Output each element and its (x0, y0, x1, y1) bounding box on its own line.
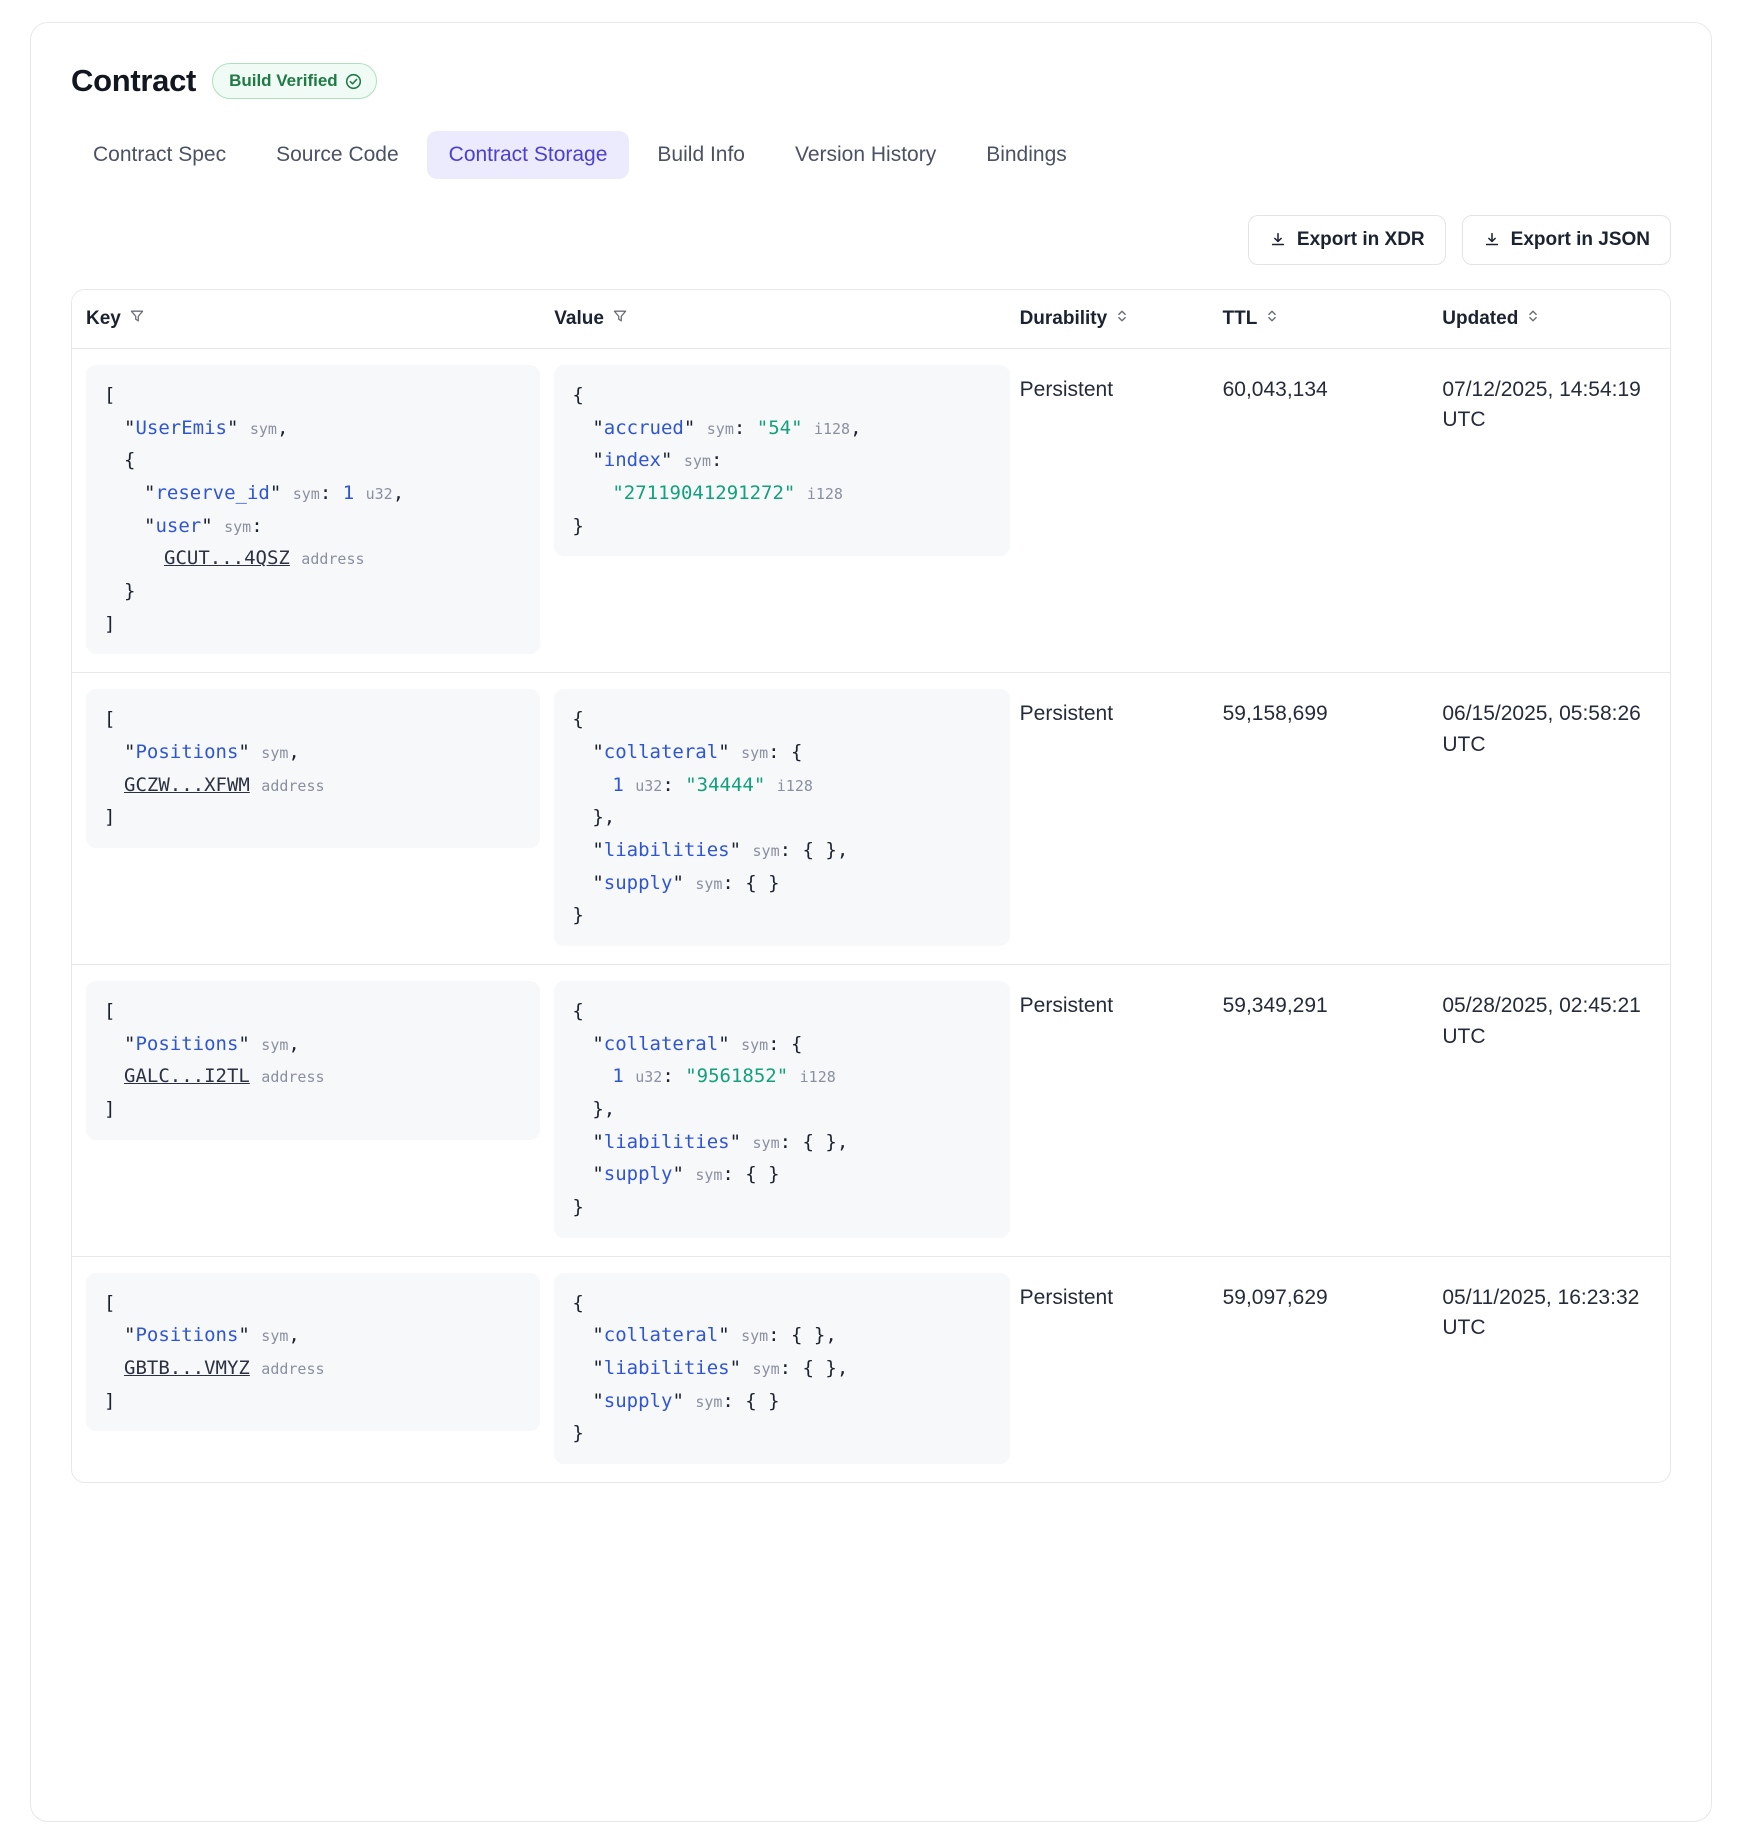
code-token-punc: " (592, 1357, 604, 1380)
code-line (104, 1385, 522, 1418)
address-link[interactable]: GBTB...VMYZ (124, 1357, 250, 1380)
code-token-str: "27119041291272" (612, 482, 796, 505)
code-line (572, 834, 991, 867)
code-line (572, 1191, 991, 1224)
code-token-type: i128 (806, 485, 843, 504)
cell-updated: 06/15/2025, 05:58:26 UTC (1442, 702, 1641, 756)
column-header-value-label: Value (554, 308, 604, 329)
code-token-punc: : (251, 514, 263, 537)
export-xdr-button[interactable] (1248, 215, 1446, 265)
code-token-punc (795, 482, 806, 504)
code-line (104, 736, 522, 769)
code-token-type: address (261, 1068, 325, 1087)
code-token-type: address (261, 776, 325, 795)
code-token-punc: " (718, 1032, 742, 1055)
code-token-type: sym (695, 1166, 723, 1185)
code-token-punc: : { } (722, 1389, 780, 1412)
code-token-punc: " (124, 741, 136, 764)
column-header-durability-label: Durability (1019, 308, 1108, 329)
code-token-type: sym (752, 1360, 780, 1379)
code-line (572, 899, 991, 932)
sort-icon[interactable] (1526, 308, 1540, 330)
code-token-punc: " (124, 1324, 136, 1347)
code-token-punc: : (733, 416, 757, 439)
cell-ttl: 59,349,291 (1222, 994, 1328, 1018)
code-token-punc: : { (768, 1032, 803, 1055)
tab-version-history[interactable]: Version History (794, 143, 937, 166)
code-token-punc: " (592, 1163, 604, 1186)
code-line (572, 1028, 991, 1061)
code-token-punc (624, 774, 635, 796)
page-title: Contract (71, 63, 197, 98)
code-token-punc (354, 482, 365, 504)
code-token-punc (788, 1065, 799, 1087)
code-token-sym: Positions (135, 741, 239, 764)
code-token-punc: : { }, (779, 1357, 849, 1380)
code-token-punc (803, 417, 814, 439)
code-token-type: address (301, 550, 365, 569)
code-line (104, 1352, 522, 1385)
code-token-punc: { (124, 449, 136, 472)
code-token-punc: , (392, 482, 405, 505)
cell-updated: 07/12/2025, 14:54:19 UTC (1442, 378, 1641, 432)
code-token-type: sym (695, 1392, 723, 1411)
code-line (104, 477, 522, 510)
code-line (572, 1319, 991, 1352)
code-token-punc: " (592, 449, 604, 472)
code-token-punc: " (592, 1130, 604, 1153)
code-token-type: i128 (813, 419, 851, 438)
code-token-num: 1 (612, 1065, 624, 1088)
tab-bindings[interactable]: Bindings (986, 143, 1067, 166)
code-token-punc: : (662, 1065, 686, 1088)
code-token-sym: user (155, 514, 202, 537)
code-token-punc: " (592, 839, 604, 862)
code-line (572, 1385, 991, 1418)
code-token-punc: , (850, 416, 862, 439)
cell-updated: 05/28/2025, 02:45:21 UTC (1442, 994, 1641, 1048)
code-token-punc: " (592, 1389, 604, 1412)
code-token-sym: liabilities (603, 1130, 730, 1153)
code-token-punc (624, 1065, 635, 1087)
code-token-punc: " (592, 1032, 604, 1055)
code-token-punc: , (288, 1032, 300, 1055)
header (71, 63, 1671, 99)
code-token-sym: collateral (603, 1032, 719, 1055)
cell-value (554, 689, 1019, 946)
column-header-durability[interactable] (1020, 308, 1223, 330)
code-token-sym: Positions (135, 1324, 239, 1347)
code-token-sym: accrued (603, 416, 684, 439)
table-row[interactable] (72, 673, 1670, 965)
code-line (572, 736, 991, 769)
table-header-row (72, 290, 1670, 349)
export-actions (71, 215, 1671, 265)
code-token-type: sym (249, 419, 277, 438)
code-token-punc: [ (104, 1000, 116, 1023)
tab-source-code[interactable]: Source Code (276, 143, 399, 166)
code-token-sym: collateral (603, 1324, 719, 1347)
code-line (104, 769, 522, 802)
code-token-punc: " (718, 1324, 742, 1347)
cell-ttl: 59,158,699 (1222, 702, 1328, 726)
table-body (72, 349, 1670, 1482)
code-line (572, 1352, 991, 1385)
column-header-key[interactable] (72, 308, 554, 330)
code-token-punc (250, 1357, 261, 1379)
cell-durability: Persistent (1019, 702, 1114, 726)
code-token-sym: index (603, 449, 661, 472)
table-row[interactable] (72, 965, 1670, 1257)
code-token-punc: : { } (722, 1163, 780, 1186)
code-token-punc: ] (104, 612, 116, 635)
code-token-punc: " (729, 839, 753, 862)
code-token-type: sym (292, 485, 320, 504)
code-token-punc: " (661, 449, 684, 472)
download-icon (1269, 231, 1287, 249)
cell-durability: Persistent (1019, 378, 1114, 401)
code-token-punc: " (201, 514, 225, 537)
code-token-type: sym (741, 1327, 769, 1346)
code-token-punc: [ (104, 1291, 116, 1314)
cell-key (72, 689, 554, 946)
code-line (104, 1093, 522, 1126)
code-token-type: u32 (635, 1068, 663, 1087)
code-line (572, 769, 991, 802)
column-header-updated[interactable] (1442, 308, 1670, 330)
code-token-punc: : { }, (779, 839, 849, 862)
download-icon (1483, 231, 1501, 249)
code-line (572, 510, 991, 543)
code-token-punc: { (572, 384, 584, 406)
code-token-punc: { (572, 1000, 584, 1023)
tab-contract-storage[interactable]: Contract Storage (427, 131, 630, 179)
code-token-punc: ] (104, 806, 116, 829)
cell-key (72, 1273, 554, 1464)
code-token-str: "54" (756, 416, 803, 439)
code-token-punc: ] (104, 1098, 116, 1121)
code-token-num: 1 (612, 773, 624, 796)
code-token-punc (765, 774, 776, 796)
code-token-sym: supply (603, 871, 673, 894)
tab-contract-spec[interactable]: Contract Spec (93, 143, 227, 166)
code-token-type: sym (261, 1035, 289, 1054)
code-token-punc: : (319, 482, 343, 505)
filter-icon[interactable] (612, 308, 628, 330)
tab-bar (71, 131, 1671, 179)
code-line (104, 608, 522, 641)
code-token-type: sym (261, 1327, 289, 1346)
code-token-type: sym (261, 744, 289, 763)
code-line (104, 1060, 522, 1093)
filter-icon[interactable] (129, 308, 145, 330)
code-token-punc (250, 774, 261, 796)
code-line (572, 867, 991, 900)
code-token-str: "34444" (685, 773, 766, 796)
code-token-punc: } (572, 1422, 584, 1445)
code-token-punc: " (729, 1130, 753, 1153)
code-token-type: sym (224, 517, 252, 536)
sort-icon[interactable] (1115, 308, 1129, 330)
code-token-sym: collateral (603, 741, 719, 764)
code-line (104, 542, 522, 575)
table-row[interactable] (72, 349, 1670, 673)
code-token-punc: " (672, 1163, 696, 1186)
code-token-punc: " (238, 1032, 262, 1055)
code-token-type: sym (695, 874, 723, 893)
cell-value (554, 1273, 1019, 1464)
code-line (572, 1093, 991, 1126)
address-link[interactable]: GCUT...4QSZ (164, 547, 290, 570)
code-line (572, 703, 991, 736)
export-xdr-label: Export in XDR (1296, 229, 1425, 250)
code-token-type: sym (741, 1035, 769, 1054)
code-token-str: "9561852" (685, 1065, 789, 1088)
code-token-punc: " (592, 416, 604, 439)
code-token-punc (290, 547, 301, 569)
code-token-punc: : { } (722, 871, 780, 894)
cell-ttl: 59,097,629 (1222, 1285, 1328, 1309)
address-link[interactable]: GCZW...XFWM (124, 773, 250, 796)
code-line (572, 1158, 991, 1191)
cell-updated: 05/11/2025, 16:23:32 UTC (1442, 1285, 1640, 1340)
code-line (104, 575, 522, 608)
code-token-sym: UserEmis (135, 416, 227, 439)
code-token-punc: } (124, 580, 136, 603)
tab-build-info[interactable]: Build Info (657, 143, 745, 166)
code-token-punc: " (238, 741, 262, 764)
code-token-num: 1 (342, 482, 355, 505)
code-token-punc: " (124, 1032, 136, 1055)
code-token-punc: { (572, 1291, 584, 1314)
code-token-sym: liabilities (603, 839, 730, 862)
code-token-punc: , (288, 741, 300, 764)
code-line (572, 379, 991, 412)
code-token-punc: " (144, 482, 156, 505)
code-token-punc: : (710, 449, 723, 472)
cell-value (554, 365, 1019, 654)
code-line (572, 412, 991, 445)
status-badge (212, 63, 377, 99)
code-line (572, 995, 991, 1028)
code-token-sym: supply (603, 1389, 673, 1412)
code-token-punc: " (238, 1324, 262, 1347)
code-token-punc: " (592, 871, 604, 894)
code-line (104, 801, 522, 834)
code-line (104, 1319, 522, 1352)
code-token-punc: } (572, 1196, 584, 1219)
code-token-punc: " (592, 741, 604, 764)
code-token-punc: " (144, 514, 156, 537)
code-token-punc: }, (592, 1098, 616, 1121)
code-line (104, 995, 522, 1028)
code-line (104, 444, 522, 477)
code-token-sym: liabilities (603, 1357, 730, 1380)
code-token-punc: } (572, 514, 584, 537)
code-token-punc: { (572, 708, 584, 731)
code-token-sym: supply (603, 1163, 673, 1186)
sort-icon[interactable] (1265, 308, 1279, 330)
code-token-punc: , (288, 1324, 300, 1347)
cell-ttl: 60,043,134 (1222, 378, 1328, 401)
code-token-type: sym (683, 452, 711, 471)
export-json-button[interactable] (1462, 215, 1671, 265)
code-token-punc: " (683, 416, 707, 439)
cell-value (554, 981, 1019, 1238)
cell-durability: Persistent (1019, 1285, 1114, 1309)
code-line (104, 412, 522, 445)
code-token-punc: : (662, 773, 686, 796)
code-token-punc: } (572, 904, 584, 927)
column-header-ttl-label: TTL (1222, 308, 1258, 329)
code-token-punc: : { (768, 741, 803, 764)
code-token-punc: " (269, 482, 293, 505)
code-token-punc: , (276, 416, 289, 439)
code-token-punc: " (729, 1357, 753, 1380)
code-token-type: sym (706, 419, 734, 438)
code-token-type: address (261, 1360, 325, 1379)
code-token-punc: " (592, 1324, 604, 1347)
column-header-ttl[interactable] (1223, 308, 1443, 330)
code-token-punc: " (124, 416, 136, 439)
code-token-punc (250, 1065, 261, 1087)
cell-key (72, 365, 554, 654)
code-token-type: sym (741, 744, 769, 763)
code-line (104, 703, 522, 736)
code-token-sym: Positions (135, 1032, 239, 1055)
column-header-value[interactable] (554, 308, 1019, 330)
code-token-sym: reserve_id (155, 482, 270, 505)
code-line (572, 801, 991, 834)
code-line (104, 1028, 522, 1061)
code-token-punc: ] (104, 1389, 116, 1412)
code-token-punc: " (718, 741, 742, 764)
code-token-type: u32 (635, 776, 663, 795)
export-json-label: Export in JSON (1510, 229, 1650, 250)
code-line (104, 510, 522, 543)
code-line (572, 444, 991, 477)
column-header-key-label: Key (86, 308, 121, 329)
code-token-type: i128 (799, 1068, 836, 1087)
table-row[interactable] (72, 1257, 1670, 1482)
code-line (572, 1287, 991, 1320)
code-line (572, 1060, 991, 1093)
code-token-type: i128 (776, 776, 813, 795)
code-token-type: sym (752, 1133, 780, 1152)
storage-table (71, 289, 1671, 1483)
code-token-punc: " (226, 416, 250, 439)
code-token-punc: }, (592, 806, 616, 829)
code-line (104, 1287, 522, 1320)
code-line (572, 1126, 991, 1159)
code-line (572, 477, 991, 510)
code-token-punc: " (672, 871, 696, 894)
code-token-type: sym (752, 842, 780, 861)
code-token-punc: [ (104, 384, 116, 406)
code-token-punc: : { }, (768, 1324, 837, 1347)
cell-key (72, 981, 554, 1238)
code-line (572, 1417, 991, 1450)
check-circle-icon (345, 73, 362, 90)
code-token-punc: [ (104, 708, 116, 731)
contract-card (30, 22, 1712, 1822)
address-link[interactable]: GALC...I2TL (124, 1065, 250, 1088)
code-line (104, 379, 522, 412)
badge-label: Build Verified (229, 71, 338, 90)
cell-durability: Persistent (1019, 994, 1114, 1018)
column-header-updated-label: Updated (1442, 308, 1519, 329)
code-token-punc: : { }, (779, 1130, 849, 1153)
code-token-punc: " (672, 1389, 696, 1412)
code-token-type: u32 (365, 485, 393, 504)
